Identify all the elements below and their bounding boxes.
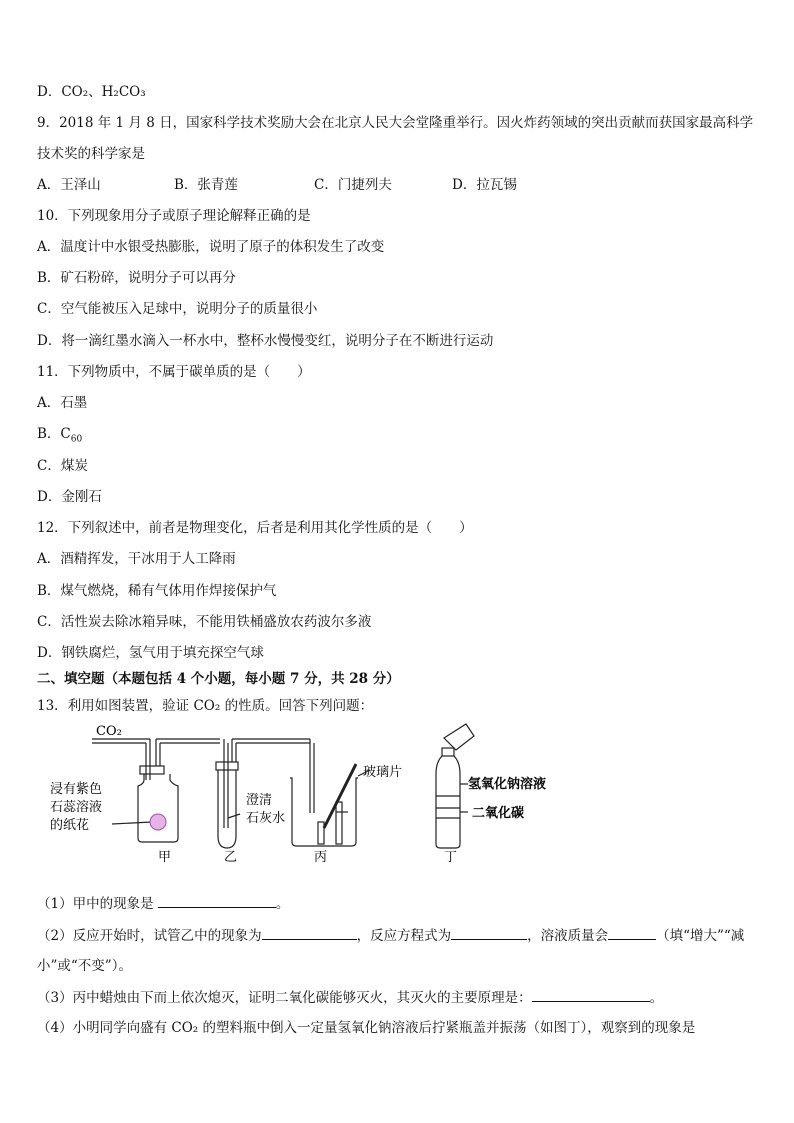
q13-part1-text: （1）甲中的现象是 (37, 896, 158, 912)
q13-part2-text-c: ，溶液质量会 (527, 928, 609, 944)
label-yi: 乙 (224, 850, 238, 865)
q11-option-b-text: B．C (37, 426, 71, 442)
q10-option-c: C．空气能被压入足球中，说明分子的质量很小 (37, 301, 318, 317)
q10-option-b: B．矿石粉碎，说明分子可以再分 (37, 270, 236, 286)
q9-option-d: D．拉瓦锡 (452, 177, 517, 193)
q13-part3 (37, 987, 663, 1008)
q13-part2-blank-3[interactable] (608, 925, 656, 940)
q13-part2 (37, 925, 744, 946)
question-12: 12．下列叙述中，前者是物理变化，后者是利用其化学性质的是（ ） (37, 520, 473, 536)
q13-part1 (37, 893, 289, 914)
q10-option-a: A．温度计中水银受热膨胀，说明了原子的体积发生了改变 (37, 239, 385, 255)
q12-option-a: A．酒精挥发，干冰用于人工降雨 (37, 551, 236, 567)
label-lime-2: 石灰水 (246, 811, 286, 826)
question-13: 13．利用如图装置，验证 CO₂ 的性质。回答下列问题： (37, 698, 374, 714)
label-naoh: 氢氧化钠溶液 (468, 777, 547, 792)
question-10: 10．下列现象用分子或原子理论解释正确的是 (37, 208, 311, 224)
label-co2: CO₂ (96, 724, 122, 739)
apparatus-diagram (40, 718, 580, 868)
q9-option-c: C．门捷列夫 (314, 177, 392, 193)
q12-option-d: D．钢铁腐烂，氢气用于填充探空气球 (37, 645, 264, 661)
option-d-q8: D．CO₂、H₂CO₃ (37, 84, 146, 100)
q11-option-a: A．石墨 (37, 395, 88, 411)
section-heading-fill-blank: 二、填空题（本题包括 4 个小题，每小题 7 分，共 28 分） (37, 671, 400, 687)
question-9-cont: 技术奖的科学家是 (37, 146, 145, 162)
question-11: 11．下列物质中，不属于碳单质的是（ ） (37, 364, 311, 380)
q11-option-c: C．煤炭 (37, 458, 88, 474)
label-jia: 甲 (158, 850, 172, 865)
q12-option-c: C．活性炭去除冰箱异味，不能用铁桶盛放农药波尔多液 (37, 614, 372, 630)
q9-option-b: B．张青莲 (174, 177, 238, 193)
q13-part1-blank[interactable] (158, 893, 276, 908)
q13-part3-blank[interactable] (532, 987, 650, 1002)
q11-option-d: D．金刚石 (37, 489, 102, 505)
label-lime-1: 澄清 (246, 793, 273, 808)
label-flower-1: 浸有紫色 (50, 782, 103, 797)
q11-option-b-sub: 60 (70, 434, 83, 445)
q9-options (37, 175, 517, 195)
q13-part2-cont: 小”或“不变”）。 (37, 958, 132, 974)
q13-part2-text-d: （填“增大”“减 (656, 928, 745, 944)
q9-option-a: A．王泽山 (37, 177, 101, 193)
label-flower-2: 石蕊溶液 (50, 800, 103, 815)
label-co2-name: 二氧化碳 (472, 806, 525, 821)
q12-option-b: B．煤气燃烧，稀有气体用作焊接保护气 (37, 583, 277, 599)
label-glass-plate: 玻璃片 (363, 765, 403, 780)
q13-part2-blank-2[interactable] (451, 925, 527, 940)
q13-part4: （4）小明同学向盛有 CO₂ 的塑料瓶中倒入一定量氢氧化钠溶液后拧紧瓶盖并振荡（如图丁），观察到的现象是 (37, 1020, 696, 1036)
q13-part3-end: 。 (649, 990, 664, 1006)
q13-part3-text: （3）丙中蜡烛由下而上依次熄灭，证明二氧化碳能够灭火，其灭火的主要原理是： (37, 990, 532, 1006)
q13-part2-text-b: ，反应方程式为 (356, 928, 452, 944)
q13-part1-end: 。 (275, 896, 290, 912)
q13-part2-text-a: （2）反应开始时，试管乙中的现象为 (37, 928, 262, 944)
question-9: 9．2018 年 1 月 8 日，国家科学技术奖励大会在北京人民大会堂隆重举行。因火炸药领域的突出贡献而获国家最高科学 (37, 115, 754, 131)
label-bing: 丙 (314, 850, 328, 865)
label-flower-3: 的纸花 (50, 818, 90, 833)
q10-option-d: D．将一滴红墨水滴入一杯水中，整杯水慢慢变红，说明分子在不断进行运动 (37, 333, 494, 349)
q11-option-b (37, 424, 82, 450)
label-ding: 丁 (444, 850, 458, 865)
q13-part2-blank-1[interactable] (262, 925, 357, 940)
